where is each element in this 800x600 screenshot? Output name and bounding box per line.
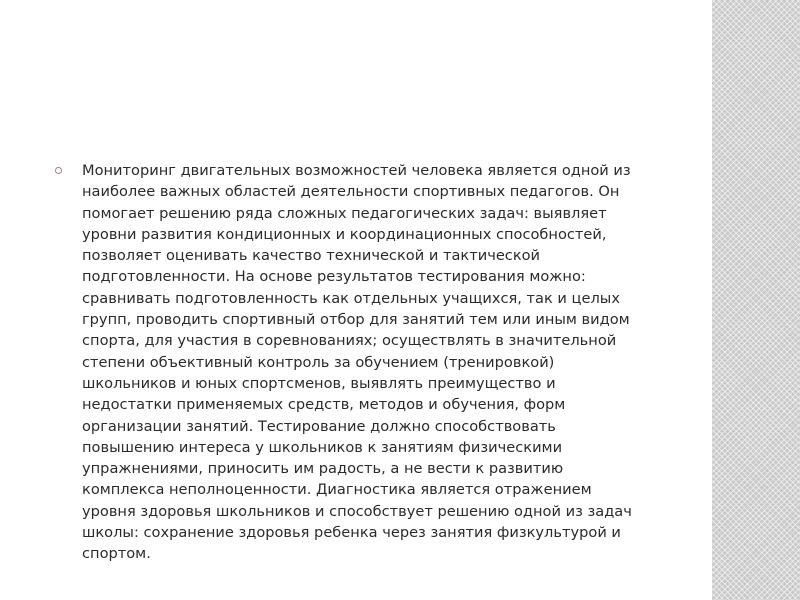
slide-content <box>55 160 675 565</box>
bullet-text: Мониторинг двигательных возможностей человека является одной из наиболее важных областей деятельности спортивных педагогов. Он помогает решению ряда сложных педагогических задач: выявляет уровни развития кондиционных и координационных способностей, позволяет оценивать качество технической и тактической подготовленности. На основе результатов тестирования можно: сравнивать подготовленность как отдельных учащихся, так и целых групп, проводить спортивный отбор для занятий тем или иным видом спорта, для участия в соревнованиях; осуществлять в значительной степени объективный контроль за обучением (тренировкой) школьников и юных спортсменов, выявлять преимущество и недостатки применяемых средств, методов и обучения, форм организации занятий. Тестирование должно способствовать повышению интереса у школьников к занятиям физическими упражнениями, приносить им радость, а не вести к развитию комплекса неполноценности. Диагностика является отражением уровня здоровья школьников и способствует решению одной из задач школы: сохранение здоровья ребенка через занятия физкультурой и спортом. <box>82 162 632 563</box>
circle-bullet-icon <box>55 167 62 174</box>
bullet-item <box>55 160 675 565</box>
decorative-side-panel <box>712 0 800 600</box>
